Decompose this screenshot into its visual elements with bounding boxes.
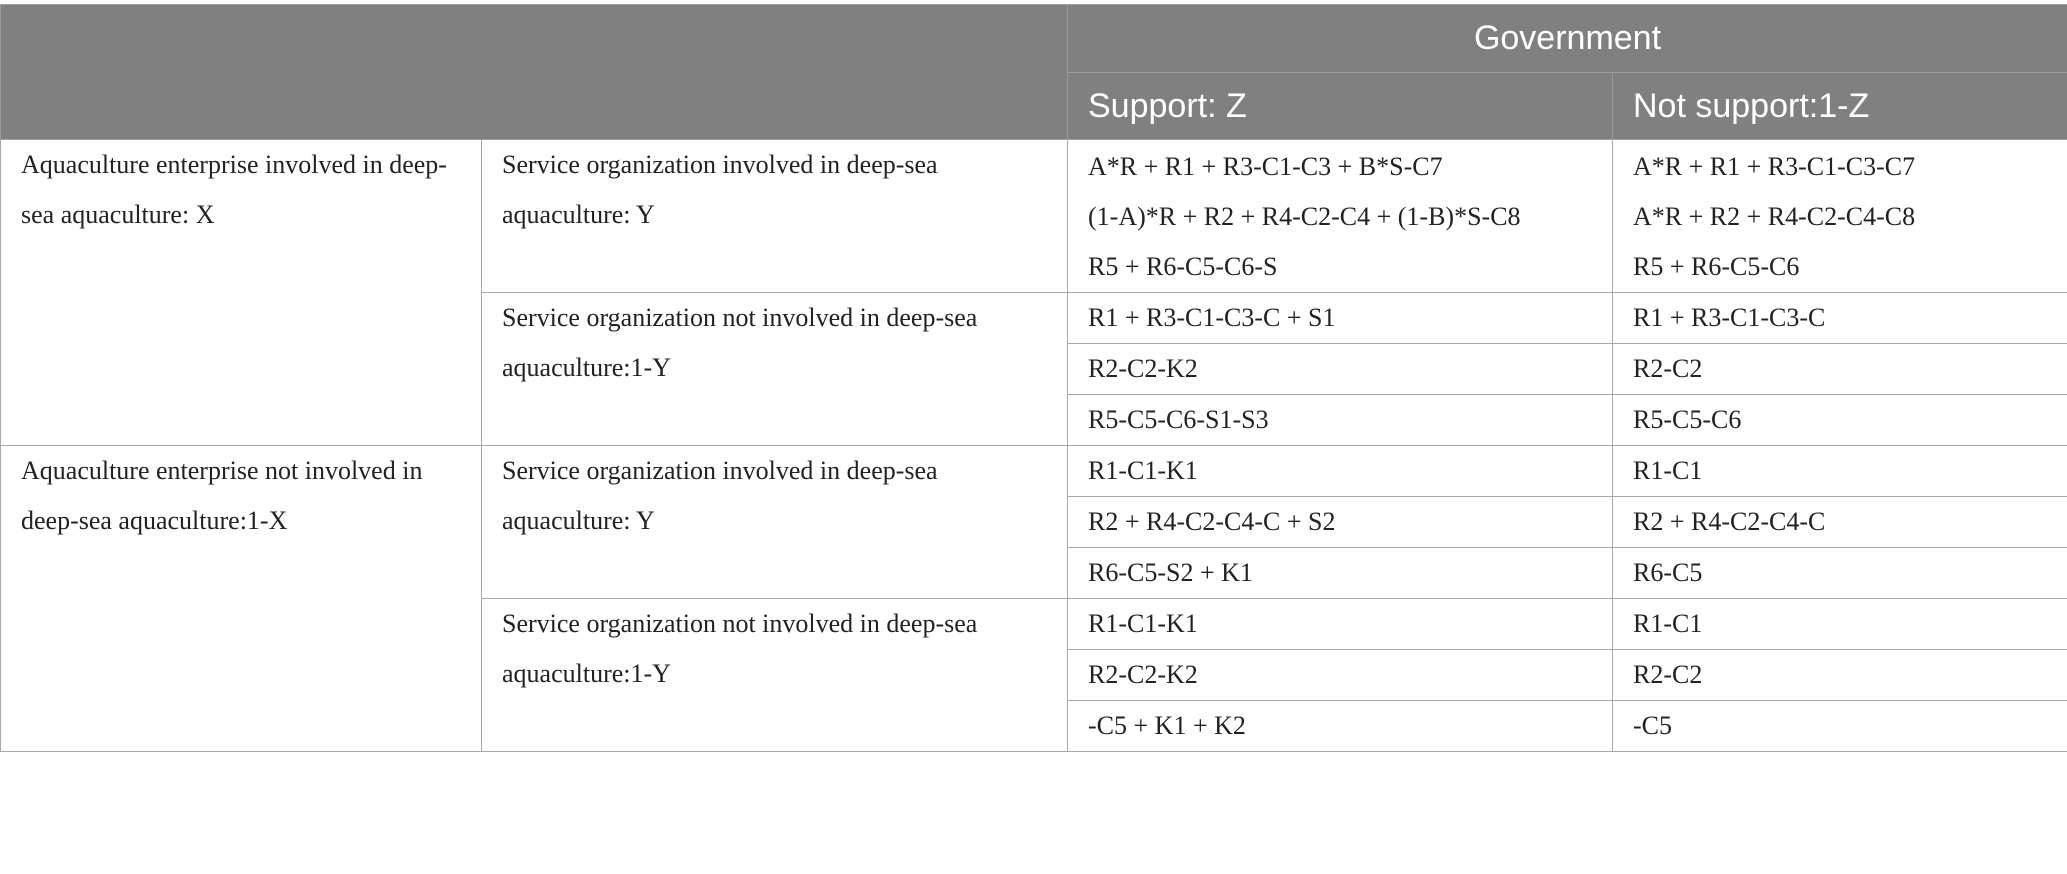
- payoff-line: R5 + R6-C5-C6-S: [1088, 252, 1278, 281]
- payoff-line: A*R + R1 + R3-C1-C3 + B*S-C7: [1088, 152, 1443, 181]
- payoff-cell: R2-C2: [1613, 650, 2067, 701]
- payoff-cell: R1-C1: [1613, 446, 2067, 497]
- not-support-column-header: Not support:1-Z: [1613, 73, 2067, 140]
- payoff-cell: R2 + R4-C2-C4-C + S2: [1068, 497, 1613, 548]
- payoff-cell: R1-C1-K1: [1068, 446, 1613, 497]
- payoff-cell: R6-C5-S2 + K1: [1068, 548, 1613, 599]
- payoff-cell: R5-C5-C6-S1-S3: [1068, 395, 1613, 446]
- payoff-line: A*R + R1 + R3-C1-C3-C7: [1633, 152, 1916, 181]
- payoff-cell: R5-C5-C6: [1613, 395, 2067, 446]
- header-corner-cell: [1, 5, 1068, 140]
- payoff-line: (1-A)*R + R2 + R4-C2-C4 + (1-B)*S-C8: [1088, 202, 1521, 231]
- payoff-cell: R1-C1: [1613, 599, 2067, 650]
- payoff-cell: -C5 + K1 + K2: [1068, 701, 1613, 752]
- payoff-cell: R1 + R3-C1-C3-C: [1613, 293, 2067, 344]
- government-header: Government: [1068, 5, 2067, 73]
- header-row-group: [1, 5, 2067, 73]
- payoff-cell: R1-C1-K1: [1068, 599, 1613, 650]
- payoff-cell: R2-C2-K2: [1068, 650, 1613, 701]
- payoff-cell: R2 + R4-C2-C4-C: [1613, 497, 2067, 548]
- payoff-cell-xy-not-support: [1613, 140, 2067, 293]
- service-not-involved-label: Service organization not involved in deep-sea aquaculture:1-Y: [482, 293, 1068, 446]
- support-column-header: Support: Z: [1068, 73, 1613, 140]
- table-row: [1, 446, 2067, 497]
- payoff-cell: R6-C5: [1613, 548, 2067, 599]
- enterprise-not-involved-label: Aquaculture enterprise not involved in deep-sea aquaculture:1-X: [1, 446, 482, 752]
- payoff-line: R5 + R6-C5-C6: [1633, 252, 1800, 281]
- table-row: [1, 140, 2067, 293]
- payoff-cell: R1 + R3-C1-C3-C + S1: [1068, 293, 1613, 344]
- payoff-cell: -C5: [1613, 701, 2067, 752]
- payoff-cell: R2-C2-K2: [1068, 344, 1613, 395]
- payoff-line: A*R + R2 + R4-C2-C4-C8: [1633, 202, 1916, 231]
- service-involved-label: Service organization involved in deep-sea aquaculture: Y: [482, 140, 1068, 293]
- payoff-cell: R2-C2: [1613, 344, 2067, 395]
- payoff-matrix-table: [0, 4, 2067, 752]
- service-not-involved-label: Service organization not involved in deep-sea aquaculture:1-Y: [482, 599, 1068, 752]
- payoff-cell-xy-support: [1068, 140, 1613, 293]
- service-involved-label: Service organization involved in deep-sea aquaculture: Y: [482, 446, 1068, 599]
- enterprise-involved-label: Aquaculture enterprise involved in deep-sea aquaculture: X: [1, 140, 482, 446]
